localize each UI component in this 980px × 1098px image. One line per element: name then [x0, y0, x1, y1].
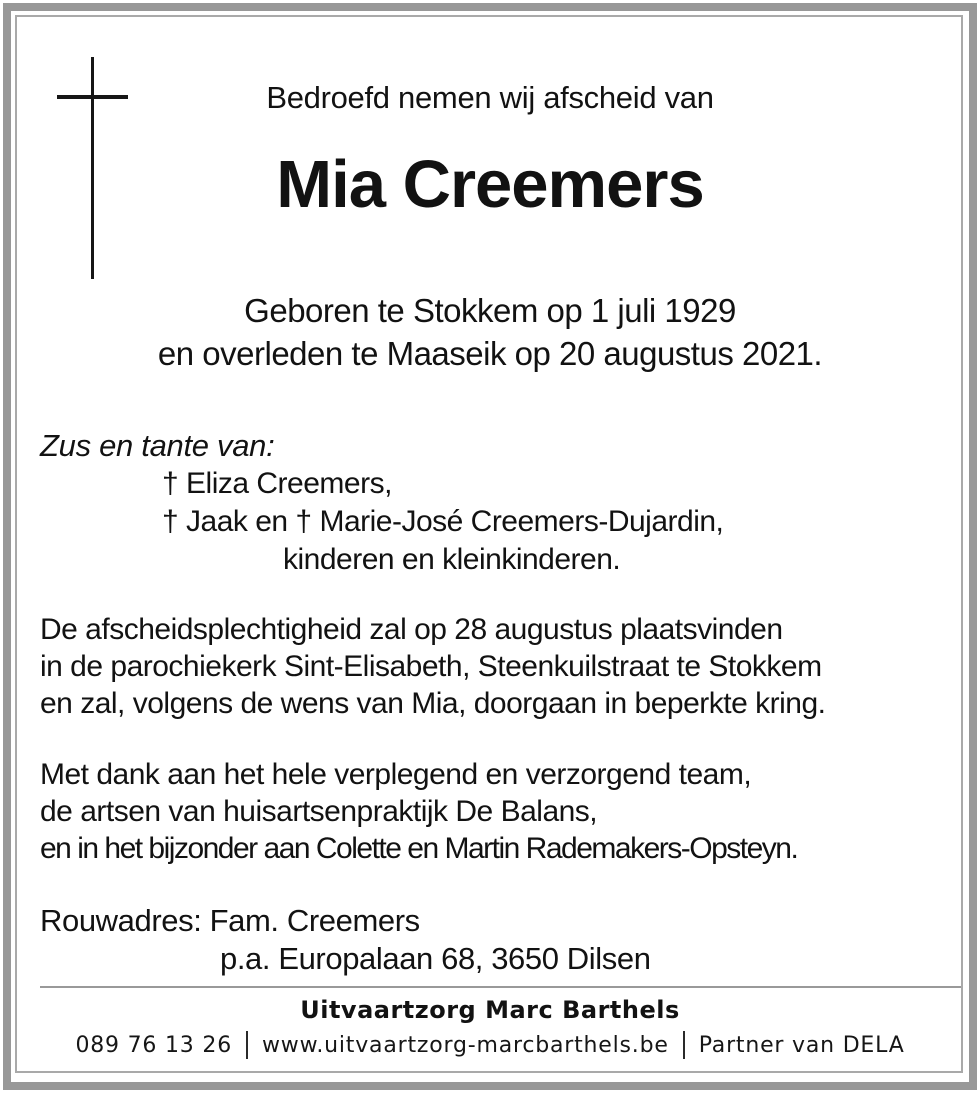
thanks-line: de artsen van huisartsenpraktijk De Balans, — [40, 795, 598, 828]
thanks-paragraph — [40, 756, 797, 867]
separator-bar — [246, 1031, 248, 1059]
ceremony-line: en zal, volgens de wens van Mia, doorgaan in beperkte kring. — [40, 687, 826, 720]
ceremony-line: De afscheidsplechtigheid zal op 28 augustus plaatsvinden — [40, 613, 783, 646]
relative-line: † Eliza Creemers, — [162, 467, 392, 500]
ceremony-line: in de parochiekerk Sint-Elisabeth, Steenkuilstraat te Stokkem — [40, 650, 822, 683]
separator-bar — [683, 1031, 685, 1059]
mourning-address-line1: Rouwadres: Fam. Creemers — [40, 903, 420, 938]
relatives-heading: Zus en tante van: — [40, 428, 275, 463]
funeral-home-name: Uitvaartzorg Marc Barthels — [300, 996, 680, 1024]
intro-line: Bedroefd nemen wij afscheid van — [266, 80, 714, 115]
partner-text: Partner van DELA — [698, 1033, 905, 1058]
deceased-name: Mia Creemers — [276, 147, 704, 222]
website-text: www.uitvaartzorg-marcbarthels.be — [262, 1033, 669, 1058]
phone-number: 089 76 13 26 — [75, 1033, 232, 1058]
birth-line: Geboren te Stokkem op 1 juli 1929 — [244, 292, 736, 329]
footer-contact-line — [17, 1031, 963, 1059]
ceremony-paragraph — [40, 611, 826, 722]
footer-divider — [40, 986, 961, 988]
death-line: en overleden te Maaseik op 20 augustus 2021. — [157, 335, 823, 372]
relative-line: † Jaak en † Marie-José Creemers-Dujardin, — [162, 505, 724, 538]
mourning-address-line2: p.a. Europalaan 68, 3650 Dilsen — [220, 941, 651, 976]
relative-line: kinderen en kleinkinderen. — [283, 543, 621, 576]
thanks-line: en in het bijzonder aan Colette en Martin Rademakers-Opsteyn. — [40, 832, 798, 865]
thanks-line: Met dank aan het hele verplegend en verzorgend team, — [40, 758, 752, 791]
